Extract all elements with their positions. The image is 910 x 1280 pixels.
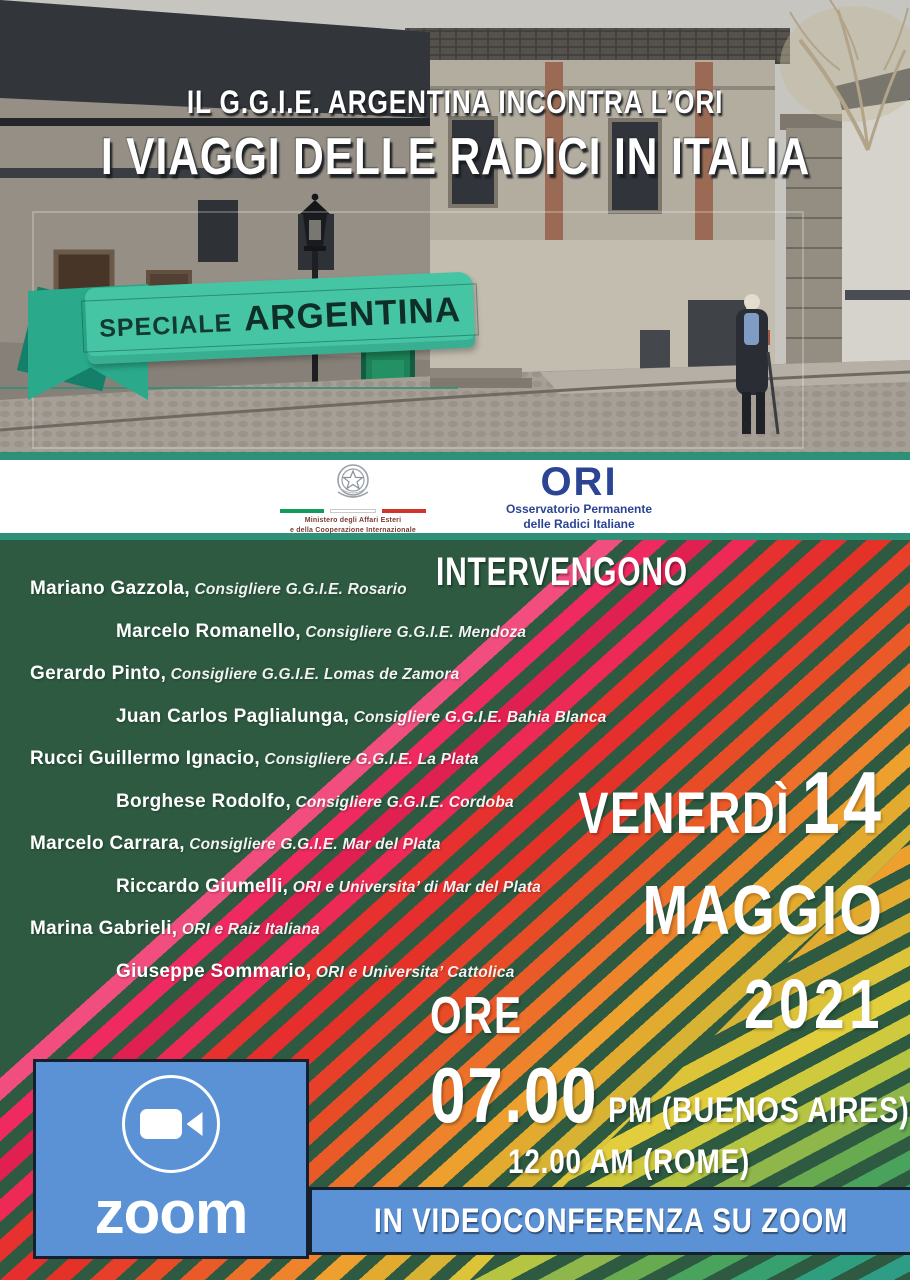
speaker-row	[30, 748, 550, 770]
speaker-role: Consigliere G.G.I.E. Mar del Plata	[189, 836, 441, 853]
hero-title: I VIAGGI DELLE RADICI IN ITALIA	[100, 128, 810, 186]
speaker-name: Rucci Guillermo Ignacio,	[30, 748, 260, 769]
speciale-argentina-ribbon	[18, 258, 488, 408]
ministry-name-line2: e della Cooperazione Internazionale	[289, 526, 416, 534]
time-primary: 07.00	[430, 1051, 599, 1139]
speaker-name: Gerardo Pinto,	[30, 663, 167, 684]
speaker-row	[30, 621, 550, 643]
speaker-role: ORI e Universita’ di Mar del Plata	[292, 878, 541, 896]
ori-name-line2: delle Radici Italiane	[523, 516, 635, 531]
speaker-role: ORI e Universita’ Cattolica	[315, 963, 515, 981]
speaker-name: Riccardo Giumelli,	[116, 875, 289, 897]
village-photo	[0, 0, 910, 452]
speaker-role: Consigliere G.G.I.E. Bahia Blanca	[353, 708, 607, 726]
weekday-label: VENERDÌ	[578, 781, 791, 846]
camera-body	[140, 1109, 182, 1139]
speaker-row	[30, 876, 550, 898]
ori-acronym: ORI	[540, 459, 618, 504]
event-time	[430, 986, 910, 1182]
time-primary-zone: PM (BUENOS AIRES)	[608, 1091, 910, 1130]
speaker-row	[30, 578, 550, 600]
speaker-name: Juan Carlos Paglialunga,	[116, 705, 350, 727]
speaker-row	[30, 791, 550, 813]
ore-label: ORE	[430, 987, 523, 1045]
ministry-emblem-icon	[330, 458, 376, 506]
ribbon-band	[85, 272, 476, 365]
zoom-wordmark: zoom	[94, 1179, 248, 1246]
camera-glyph	[140, 1109, 203, 1139]
ministry-tricolor	[280, 509, 426, 513]
hero-text	[0, 84, 910, 187]
intervengono-heading: INTERVENGONO	[436, 550, 688, 594]
tricolor-green	[280, 509, 324, 513]
zoom-logo-box	[33, 1059, 309, 1259]
speaker-role: ORI e Raiz Italiana	[181, 921, 320, 938]
zoom-camera-icon	[122, 1075, 220, 1173]
speaker-name: Marcelo Romanello,	[116, 620, 301, 642]
day-number: 14	[801, 753, 884, 852]
speaker-role: Consigliere G.G.I.E. La Plata	[264, 751, 479, 768]
ribbon-argentina: ARGENTINA	[243, 290, 462, 339]
speaker-name: Giuseppe Sommario,	[116, 960, 312, 982]
time-primary-line	[430, 1050, 910, 1141]
program-section	[0, 540, 910, 1280]
speaker-name: Marina Gabrieli,	[30, 918, 178, 939]
ministry-name-line1: Ministero degli Affari Esteri	[304, 517, 402, 525]
ribbon-speciale: SPECIALE	[98, 309, 233, 343]
month-label: MAGGIO	[642, 871, 884, 949]
speaker-name: Mariano Gazzola,	[30, 578, 191, 599]
speaker-role: Consigliere G.G.I.E. Mendoza	[305, 623, 527, 641]
time-secondary: 12.00 AM (ROME)	[508, 1143, 751, 1181]
ori-name-line1: Osservatorio Permanente	[505, 501, 653, 516]
speaker-row	[30, 663, 550, 685]
ribbon-text-frame	[81, 283, 479, 352]
speaker-row	[30, 833, 550, 855]
ministry-logo	[258, 458, 448, 535]
videoconference-banner	[309, 1187, 910, 1255]
speaker-row	[30, 705, 607, 728]
speaker-role: Consigliere G.G.I.E. Lomas de Zamora	[170, 666, 460, 683]
ori-logo	[505, 459, 653, 532]
speaker-row	[30, 961, 550, 983]
tricolor-red	[382, 509, 426, 513]
logo-band	[0, 452, 910, 540]
speaker-row	[30, 918, 550, 940]
year-label: 2021	[743, 965, 884, 1043]
hero-kicker: IL G.G.I.E. ARGENTINA INCONTRA L’ORI	[186, 84, 724, 120]
videoconference-banner-text: IN VIDEOCONFERENZA SU ZOOM	[373, 1201, 849, 1240]
speaker-role: Consigliere G.G.I.E. Rosario	[194, 581, 407, 598]
camera-lens	[187, 1112, 203, 1136]
speaker-name: Borghese Rodolfo,	[116, 790, 292, 812]
tricolor-white	[330, 509, 376, 513]
speaker-name: Marcelo Carrara,	[30, 833, 185, 854]
speakers-list	[30, 578, 607, 1003]
speaker-role: Consigliere G.G.I.E. Cordoba	[295, 793, 514, 811]
program-content	[0, 540, 910, 1280]
date-line-weekday	[578, 752, 884, 854]
